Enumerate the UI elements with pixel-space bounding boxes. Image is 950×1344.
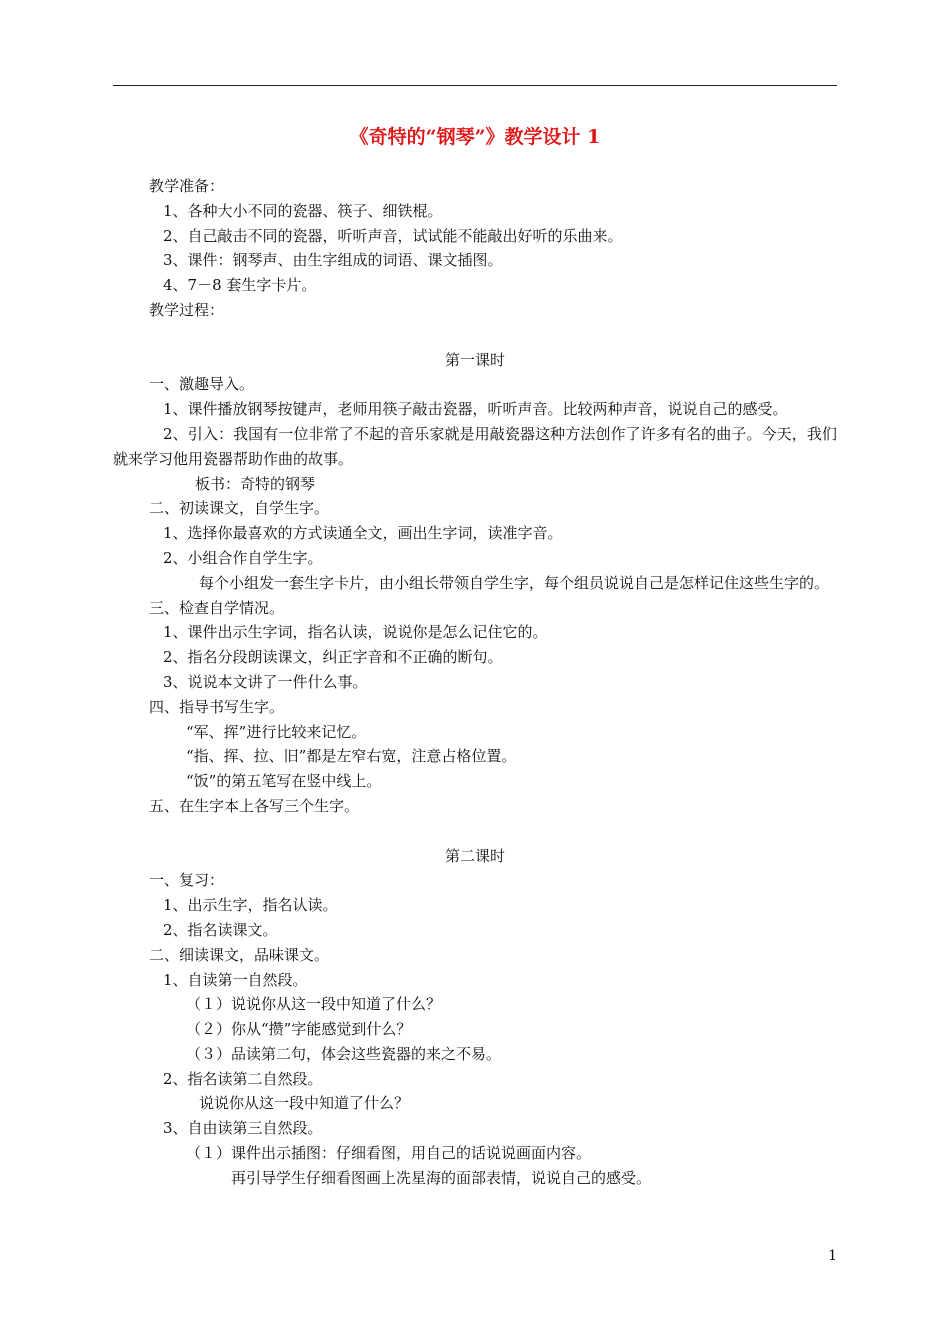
blank-line — [113, 323, 837, 348]
text-line: 1、选择你最喜欢的方式读通全文，画出生字词，读准字音。 — [163, 524, 563, 543]
text-line: 2、引入：我国有一位非常了不起的音乐家就是用敲瓷器这种方法创作了许多有名的曲子。今天，我们就来学习他用瓷器帮助作曲的故事。 — [113, 424, 837, 468]
text-line: 四、指导书写生字。 — [149, 697, 285, 716]
text-line: 五、在生字本上各写三个生字。 — [149, 796, 360, 815]
text-line: 2、指名读第二自然段。 — [163, 1069, 323, 1088]
text-line: 1、课件播放钢琴按键声，老师用筷子敲击瓷器，听听声音。比较两种声音，说说自己的感受。 — [163, 400, 788, 419]
text-line: 教学过程： — [149, 300, 225, 319]
text-line: 1、出示生字，指名认读。 — [163, 896, 338, 915]
text-line: 1、课件出示生字词，指名认读，说说你是怎么记住它的。 — [163, 623, 548, 642]
text-line: 一、激趣导入。 — [149, 375, 255, 394]
text-line: 2、自己敲击不同的瓷器，听听声音，试试能不能敲出好听的乐曲来。 — [163, 226, 623, 245]
text-line: 3、说说本文讲了一件什么事。 — [163, 672, 368, 691]
text-line: 1、自读第一自然段。 — [163, 970, 308, 989]
text-line: 二、细读课文，品味课文。 — [149, 945, 330, 964]
text-line: （１）说说你从这一段中知道了什么？ — [186, 995, 442, 1014]
text-line: 二、初读课文，自学生字。 — [149, 499, 330, 518]
text-line: 3、自由读第三自然段。 — [163, 1119, 323, 1138]
text-line: 2、指名分段朗读课文，纠正字音和不正确的断句。 — [163, 648, 503, 667]
text-line: 再引导学生仔细看图画上冼星海的面部表情，说说自己的感受。 — [231, 1168, 652, 1187]
text-line: 一、复习： — [149, 871, 225, 890]
text-line: 说说你从这一段中知道了什么？ — [199, 1094, 410, 1113]
text-line: 3、课件：钢琴声、由生字组成的词语、课文插图。 — [163, 251, 503, 270]
text-line: 三、检查自学情况。 — [149, 598, 285, 617]
text-line: “军、挥”进行比较来记忆。 — [186, 722, 367, 741]
text-line: （２）你从“攒”字能感觉到什么？ — [186, 1020, 412, 1039]
document-title: 《奇特的“钢琴”》教学设计 1 — [349, 126, 601, 148]
document-body — [113, 174, 837, 1191]
text-line: 2、指名读课文。 — [163, 920, 278, 939]
header-rule — [113, 85, 837, 86]
text-line: 2、小组合作自学生字。 — [163, 548, 323, 567]
text-line: 板书：奇特的钢琴 — [195, 474, 316, 493]
text-line: “指、挥、拉、旧”都是左窄右宽，注意占格位置。 — [186, 747, 517, 766]
text-line: （１）课件出示插图：仔细看图，用自己的话说说画面内容。 — [186, 1144, 592, 1163]
text-line: 每个小组发一套生字卡片，由小组长带领自学生字，每个组员说说自己是怎样记住这些生字的。 — [199, 573, 830, 592]
text-line: 教学准备： — [149, 177, 225, 195]
section-heading: 第一课时 — [444, 350, 505, 369]
blank-line — [113, 819, 837, 844]
text-line: 1、各种大小不同的瓷器、筷子、细铁棍。 — [163, 201, 443, 220]
text-line: 4、7－8 套生字卡片。 — [163, 276, 317, 295]
section-heading: 第二课时 — [444, 846, 505, 865]
text-line: （３）品读第二句，体会这些瓷器的来之不易。 — [186, 1044, 502, 1063]
text-line: “饭”的第五笔写在竖中线上。 — [186, 772, 382, 791]
page-number: 1 — [828, 1248, 837, 1264]
